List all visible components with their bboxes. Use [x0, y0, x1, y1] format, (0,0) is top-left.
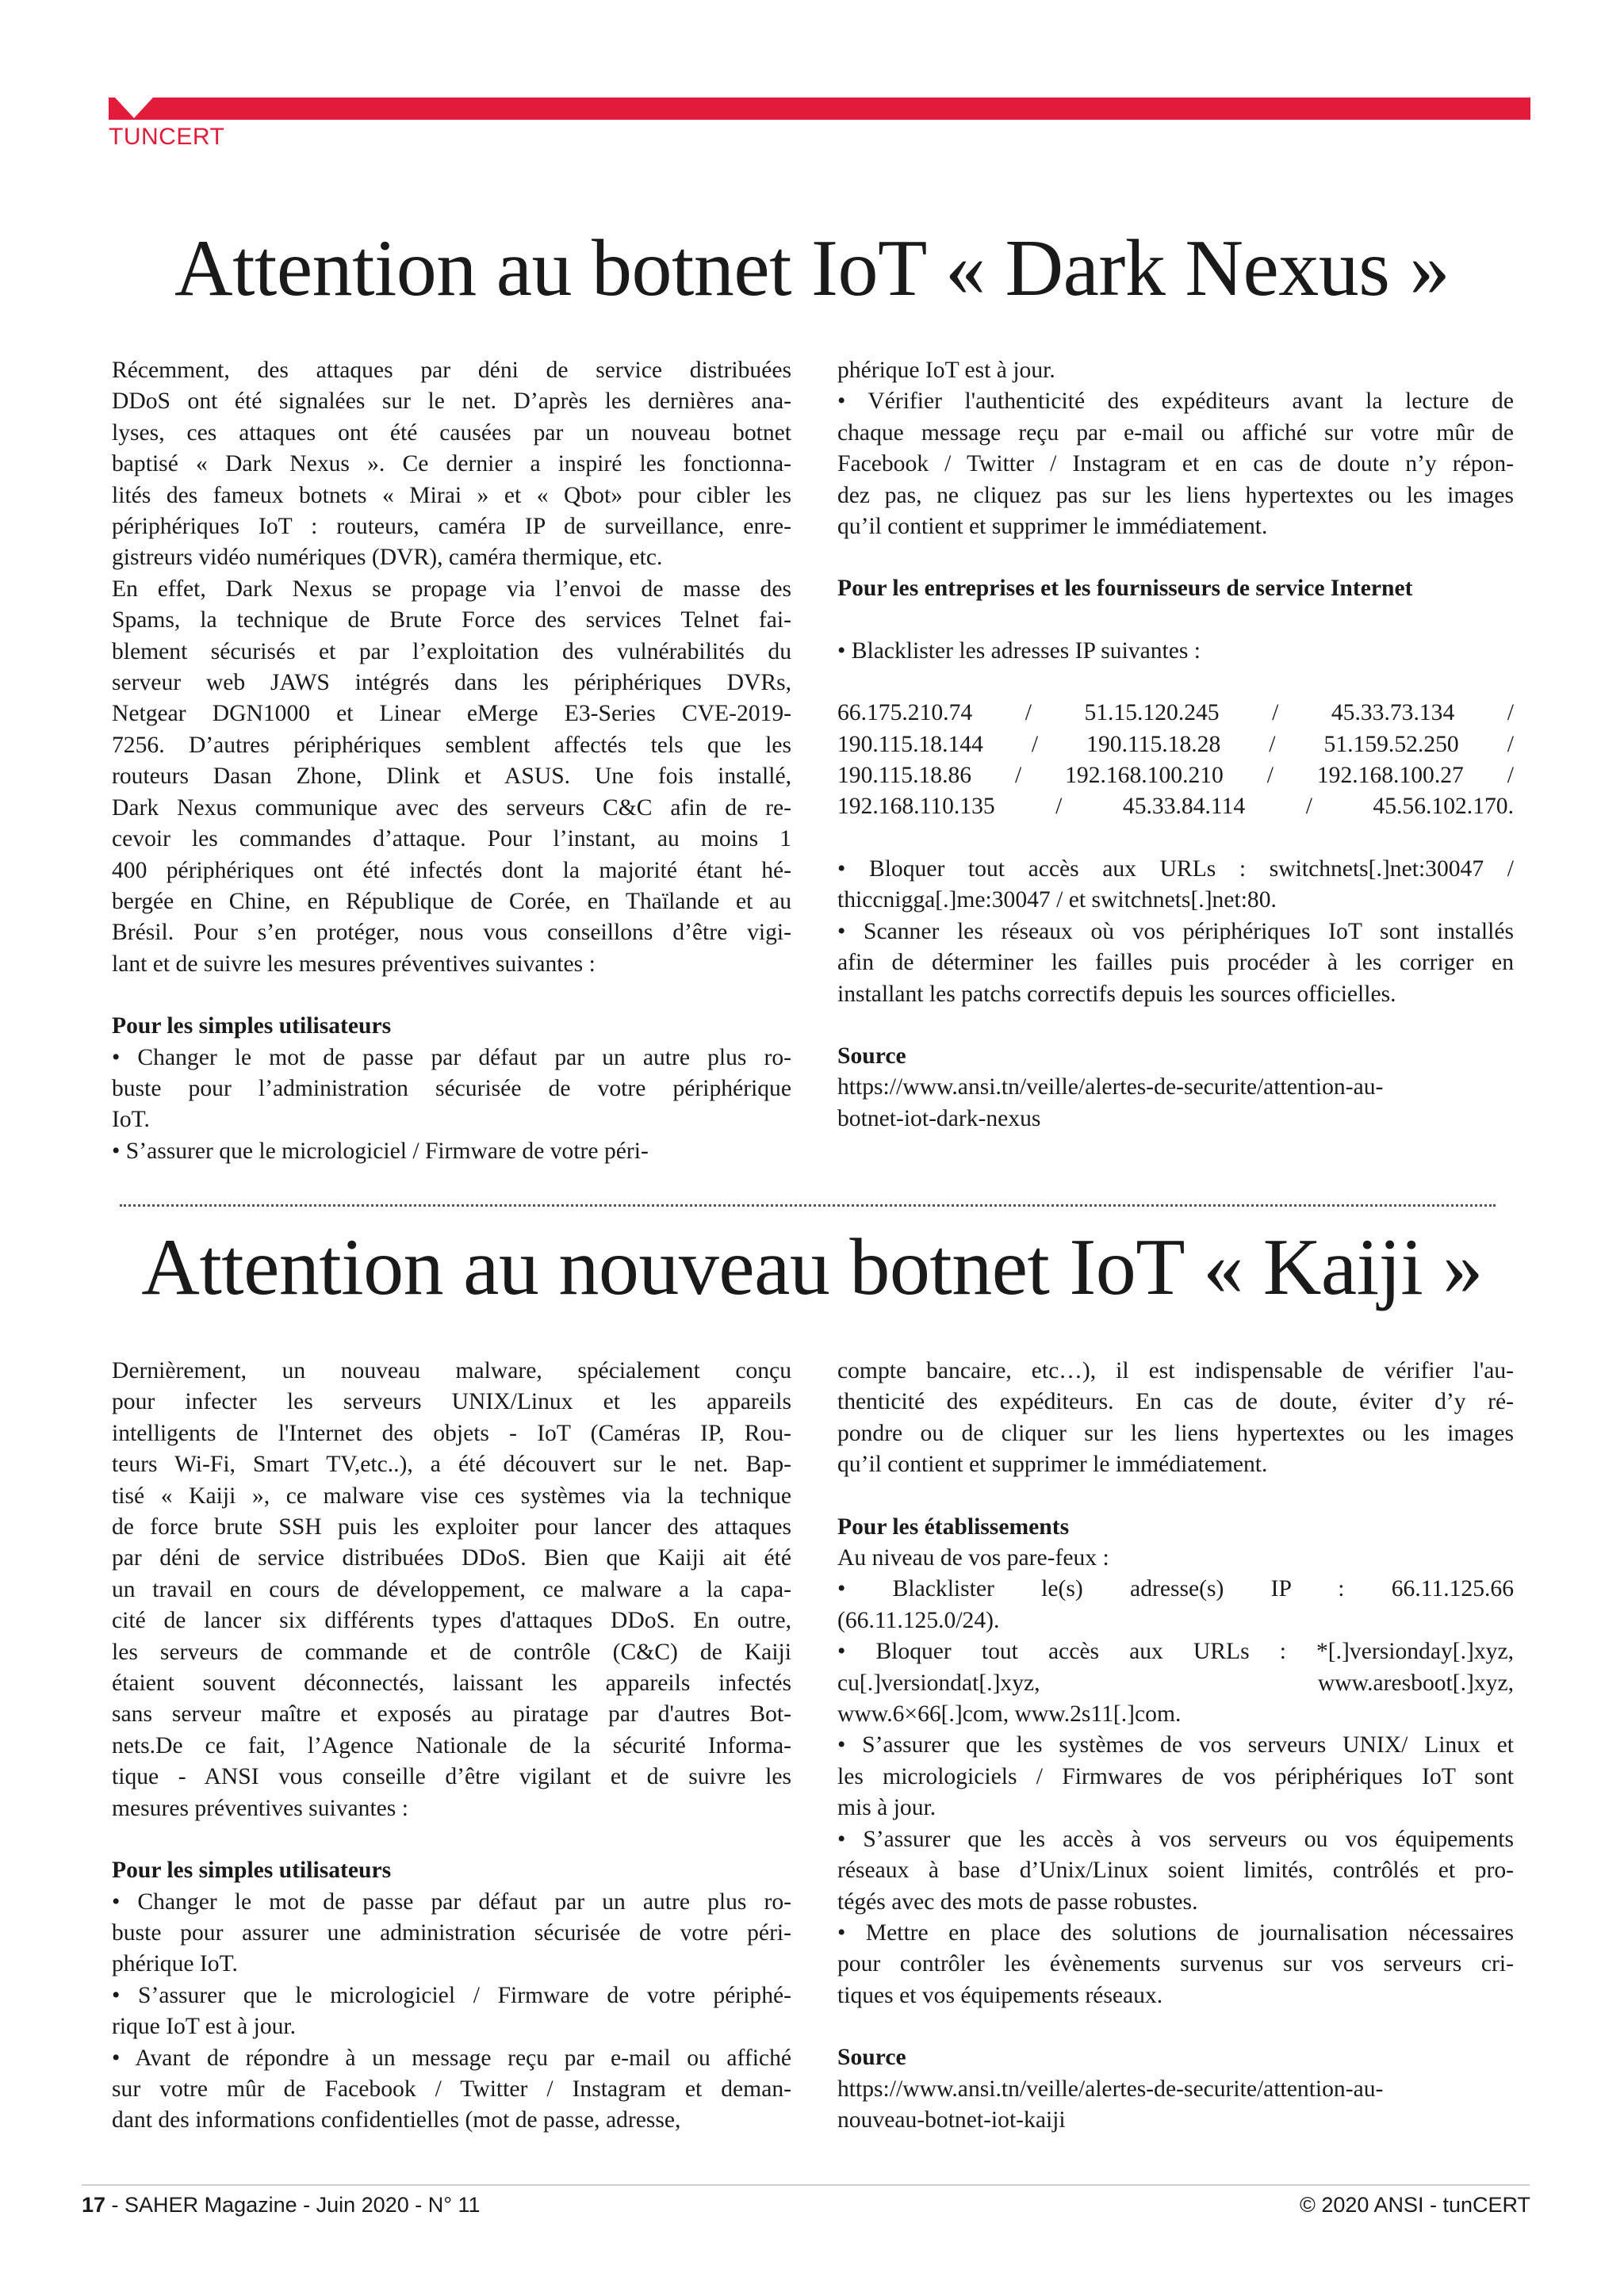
text-line: Dark Nexus communique avec des serveurs C&C afin de re-	[112, 794, 791, 821]
brand-label: TUNCERT	[109, 124, 225, 150]
text-line: serveur web JAWS intégrés dans les périphériques DVRs,	[112, 670, 791, 696]
article1-block-urls	[837, 854, 1514, 916]
text-line: routeurs Dasan Zhone, Dlink et ASUS. Une fois installé,	[112, 763, 791, 790]
text-line: réseaux à base d’Unix/Linux soient limités, contrôlés et pro-	[837, 1858, 1514, 1884]
ip-address: 45.56.102.170.	[1373, 794, 1514, 820]
text-line: buste pour assurer une administration sécurisée de votre péri-	[112, 1919, 791, 1946]
text-line: https://www.ansi.tn/veille/alertes-de-securite/attention-au-	[837, 2076, 1384, 2102]
text-line: DDoS ont été signalées sur le net. D’après les dernières ana-	[112, 388, 791, 415]
ip-address: 190.115.18.28	[1086, 731, 1221, 757]
text-line: de force brute SSH puis les exploiter pour lancer des attaques	[112, 1514, 791, 1540]
text-line: www.6×66[.]com, www.2s11[.]com.	[837, 1701, 1182, 1728]
article2-establishments-list	[837, 1543, 1514, 2011]
article2-right-column	[837, 1356, 1514, 2136]
text-line: En effet, Dark Nexus se propage via l’envoi de masse des	[112, 576, 791, 602]
ip-separator: /	[1031, 731, 1039, 757]
text-line: • Mettre en place des solutions de journalisation nécessaires	[837, 1919, 1514, 1946]
ip-separator: /	[1055, 794, 1063, 820]
ip-separator: /	[1305, 794, 1312, 820]
text-line: tique - ANSI vous conseille d’être vigilant et de suivre les	[112, 1764, 791, 1790]
article1-blacklist-label: • Blacklister les adresses IP suivantes :	[837, 637, 1201, 664]
text-line: pour contrôler les évènements survenus sur vos serveurs cri-	[837, 1951, 1514, 1977]
text-line: dant des informations confidentielles (mot de passe, adresse,	[112, 2107, 681, 2133]
text-line: gistreurs vidéo numériques (DVR), caméra thermique, etc.	[112, 545, 663, 571]
ip-address: 45.33.73.134	[1331, 700, 1455, 726]
text-line: nets.De ce fait, l’Agence Nationale de la sécurité Informa-	[112, 1732, 791, 1758]
text-line: par déni de service distribuées DDoS. Bien que Kaiji ait été	[112, 1545, 791, 1571]
text-line: qu’il contient et supprimer le immédiatement.	[837, 1452, 1268, 1478]
ip-address: 192.168.110.135	[837, 794, 995, 820]
text-line: Récemment, des attaques par déni de service distribuées	[112, 358, 791, 383]
text-line: buste pour l’administration sécurisée de votre périphérique	[112, 1075, 791, 1101]
article1-intro	[112, 355, 791, 980]
text-line: • Changer le mot de passe par défaut par un autre plus ro-	[112, 1888, 791, 1915]
text-line: installant les patchs correctifs depuis les sources officielles.	[837, 981, 1396, 1007]
text-line: pondre ou de cliquer sur les liens hypertextes ou les images	[837, 1420, 1514, 1446]
article1-source-link[interactable]	[837, 1072, 1514, 1135]
text-line: Netgear DGN1000 et Linear eMerge E3-Series CVE-2019-	[112, 701, 791, 727]
text-line: mesures préventives suivantes :	[112, 1795, 408, 1821]
article1-users-list	[112, 1043, 791, 1168]
ip-separator: /	[1507, 763, 1514, 789]
text-line: lyses, ces attaques ont été causées par un nouveau botnet	[112, 419, 791, 446]
text-line: dez pas, ne cliquez pas sur les liens hypertextes ou les images	[837, 482, 1514, 508]
text-line: 400 périphériques ont été infectés dont la majorité étant hé-	[112, 857, 791, 883]
text-line: IoT.	[112, 1107, 150, 1133]
footer-rule	[82, 2184, 1530, 2186]
text-line: périphériques IoT : routeurs, caméra IP de surveillance, enre-	[112, 514, 791, 540]
text-line: phérique IoT est à jour.	[837, 358, 1055, 383]
text-line: thiccnigga[.]me:30047 / et switchnets[.]net:80.	[837, 887, 1277, 913]
text-line: phérique IoT.	[112, 1951, 238, 1977]
article2-left-column	[112, 1356, 791, 2137]
text-line: cevoir les commandes d’attaque. Pour l’instant, au moins 1	[112, 826, 791, 852]
footer-copyright: © 2020 ANSI - tunCERT	[1299, 2193, 1530, 2217]
ip-address: 190.115.18.86	[837, 763, 972, 789]
text-line: qu’il contient et supprimer le immédiatement.	[837, 514, 1268, 540]
article1-users-heading: Pour les simples utilisateurs	[112, 1013, 392, 1039]
text-line: Dernièrement, un nouveau malware, spécialement conçu	[112, 1358, 791, 1383]
article2-source-link[interactable]	[837, 2074, 1514, 2137]
ip-separator: /	[1507, 700, 1514, 726]
article2-establishments-heading: Pour les établissements	[837, 1513, 1070, 1540]
article1-isp-heading: Pour les entreprises et les fournisseurs de service Internet	[837, 576, 1413, 602]
ip-row	[837, 791, 1514, 822]
text-line: thenticité des expéditeurs. En cas de doute, éviter d’y ré-	[837, 1389, 1514, 1415]
header-notch	[115, 98, 153, 118]
text-line: https://www.ansi.tn/veille/alertes-de-securite/attention-au-	[837, 1074, 1384, 1100]
text-line: tégés avec des mots de passe robustes.	[837, 1888, 1198, 1915]
ip-address: 192.168.100.210	[1065, 763, 1224, 789]
ip-separator: /	[1507, 731, 1514, 757]
footer-left	[82, 2193, 481, 2218]
text-line: botnet-iot-dark-nexus	[837, 1105, 1041, 1131]
article1-right-column	[837, 355, 1514, 1135]
article2-users-list	[112, 1887, 791, 2137]
page-number: 17	[82, 2193, 106, 2217]
text-line: tisé « Kaiji », ce malware vise ces systèmes via la technique	[112, 1483, 791, 1509]
article-title-kaiji: Attention au nouveau botnet IoT « Kaiji »	[141, 1223, 1483, 1312]
text-line: les serveurs de commande et de contrôle (C&C) de Kaiji	[112, 1639, 791, 1665]
ip-separator: /	[1266, 763, 1274, 789]
ip-address: 45.33.84.114	[1122, 794, 1246, 820]
ip-row	[837, 729, 1514, 760]
ip-address: 66.175.210.74	[837, 700, 973, 726]
text-line: • Bloquer tout accès aux URLs : switchnets[.]net:30047 /	[837, 855, 1514, 882]
text-line: les micrologiciels / Firmwares de vos périphériques IoT sont	[837, 1763, 1514, 1789]
text-line: afin de déterminer les failles puis procéder à les corriger en	[837, 950, 1514, 976]
text-line: • S’assurer que les systèmes de vos serveurs UNIX/ Linux et	[837, 1732, 1514, 1758]
text-line: • Vérifier l'authenticité des expéditeurs avant la lecture de	[837, 388, 1514, 415]
text-line: baptisé « Dark Nexus ». Ce dernier a inspiré les fonctionna-	[112, 451, 791, 477]
text-line: Brésil. Pour s’en protéger, nous vous conseillons d’être vigi-	[112, 920, 791, 946]
article1-ip-list	[837, 698, 1514, 823]
text-line: • S’assurer que les accès à vos serveurs ou vos équipements	[837, 1826, 1514, 1852]
text-line: 7256. D’autres périphériques semblent affectés tels que les	[112, 732, 791, 758]
text-line: blement sécurisés et par l’exploitation des vulnérabilités du	[112, 638, 791, 664]
text-line: teurs Wi-Fi, Smart TV,etc..), a été découvert sur le net. Bap-	[112, 1452, 791, 1478]
magazine-info: - SAHER Magazine - Juin 2020 - N° 11	[105, 2193, 481, 2217]
text-line: • S’assurer que le micrologiciel / Firmware de votre périphé-	[112, 1982, 791, 2008]
text-line: cité de lancer six différents types d'attaques DDoS. En outre,	[112, 1608, 791, 1634]
text-line: rique IoT est à jour.	[112, 2014, 297, 2040]
text-line: étaient souvent déconnectés, laissant les appareils infectés	[112, 1670, 791, 1697]
text-line: tiques et vos équipements réseaux.	[837, 1982, 1163, 2008]
text-line: sur votre mûr de Facebook / Twitter / Instagram et deman-	[112, 2076, 791, 2102]
text-line: • Scanner les réseaux où vos périphériques IoT sont installés	[837, 918, 1514, 944]
ip-separator: /	[1025, 700, 1032, 726]
text-line: Facebook / Twitter / Instagram et en cas de doute n’y répon-	[837, 451, 1514, 477]
text-line: • Changer le mot de passe par défaut par un autre plus ro-	[112, 1044, 791, 1070]
text-line: Au niveau de vos pare-feux :	[837, 1545, 1109, 1571]
article1-user-tips	[837, 355, 1514, 542]
text-line: un travail en cours de développement, ce malware a la capa-	[112, 1576, 791, 1602]
ip-address: 192.168.100.27	[1316, 763, 1464, 789]
text-line: bergée en Chine, en République de Corée, en Thaïlande et au	[112, 888, 791, 914]
article1-scan-tip	[837, 916, 1514, 1010]
ip-row	[837, 760, 1514, 791]
text-line: nouveau-botnet-iot-kaiji	[837, 2107, 1066, 2133]
text-line: Spams, la technique de Brute Force des services Telnet fai-	[112, 607, 791, 633]
ip-row	[837, 698, 1514, 729]
ip-address: 51.15.120.245	[1084, 700, 1220, 726]
text-line: mis à jour.	[837, 1795, 936, 1821]
ip-separator: /	[1272, 700, 1279, 726]
text-line: compte bancaire, etc…), il est indispensable de vérifier l'au-	[837, 1358, 1514, 1383]
article2-users-heading: Pour les simples utilisateurs	[112, 1858, 392, 1884]
text-line: (66.11.125.0/24).	[837, 1607, 1000, 1633]
text-line: pour infecter les serveurs UNIX/Linux et les appareils	[112, 1389, 791, 1415]
text-line: chaque message reçu par e-mail ou affiché sur votre mûr de	[837, 419, 1514, 446]
article2-intro	[112, 1356, 791, 1824]
ip-address: 190.115.18.144	[837, 731, 983, 757]
text-line: sans serveur maître et exposés au piratage par d'autres Bot-	[112, 1701, 791, 1728]
text-line: • Bloquer tout accès aux URLs : *[.]versionday[.]xyz,	[837, 1639, 1514, 1665]
article1-source-heading: Source	[837, 1043, 906, 1069]
text-line: • Avant de répondre à un message reçu par e-mail ou affiché	[112, 2045, 791, 2071]
text-line: intelligents de l'Internet des objets - IoT (Caméras IP, Rou-	[112, 1420, 791, 1446]
section-divider	[120, 1204, 1496, 1207]
ip-address: 51.159.52.250	[1323, 731, 1459, 757]
ip-separator: /	[1269, 731, 1276, 757]
text-line: • S’assurer que le micrologiciel / Firmware de votre péri-	[112, 1138, 649, 1164]
text-line: cu[.]versiondat[.]xyz, www.aresboot[.]xyz,	[837, 1670, 1514, 1696]
text-line: lités des fameux botnets « Mirai » et « Qbot» pour cibler les	[112, 482, 791, 508]
article2-source-heading: Source	[837, 2045, 906, 2071]
header-accent-bar	[109, 98, 1530, 120]
article1-left-column	[112, 355, 791, 1167]
ip-separator: /	[1014, 763, 1022, 789]
article-title-dark-nexus: Attention au botnet IoT « Dark Nexus »	[174, 224, 1450, 313]
text-line: lant et de suivre les mesures préventives suivantes :	[112, 951, 596, 977]
article2-user-tips	[837, 1356, 1514, 1481]
text-line: • Blacklister le(s) adresse(s) IP : 66.11.125.66	[837, 1576, 1514, 1602]
